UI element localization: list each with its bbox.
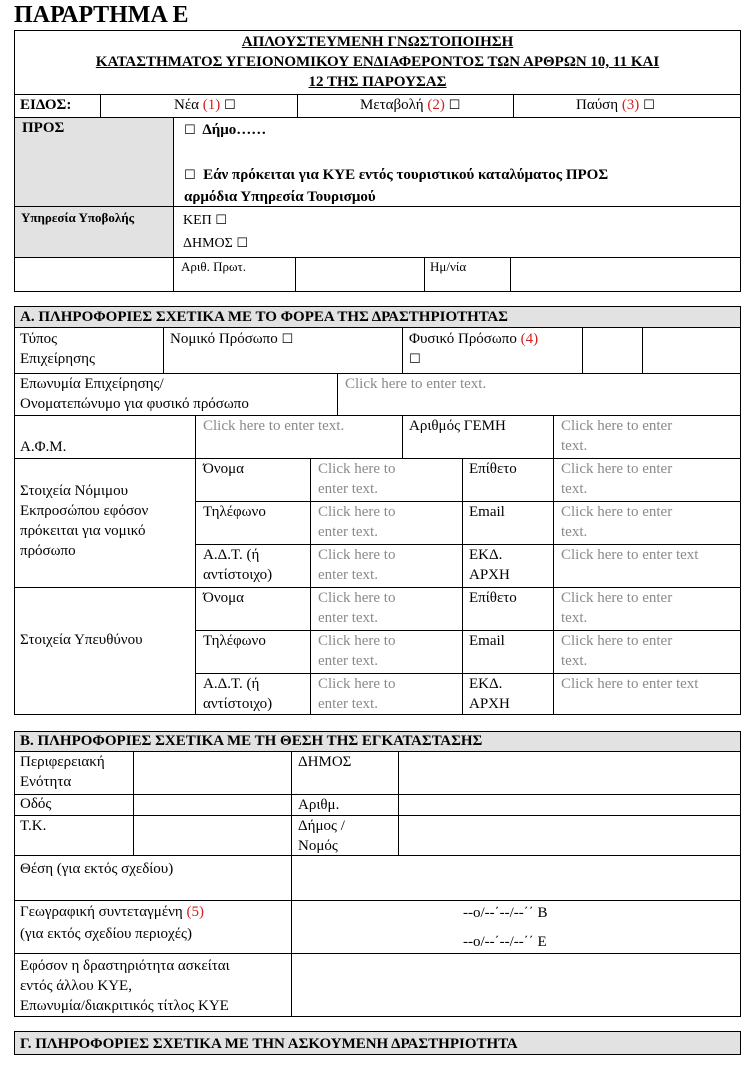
street-label: Οδός — [20, 796, 52, 812]
submission-label: Υπηρεσία Υποβολής — [21, 210, 135, 225]
checkbox-icon[interactable]: ☐ — [236, 236, 248, 251]
rep-issuer-input[interactable]: Click here to enter text — [561, 547, 699, 563]
to-label: ΠΡΟΣ — [22, 120, 65, 136]
resp-email-label: Email — [469, 633, 505, 649]
date-label: Ημ/νία — [430, 259, 467, 274]
position-input[interactable] — [292, 856, 740, 900]
checkbox-icon[interactable]: ☐ — [448, 98, 461, 113]
coordinate-east-input[interactable]: --o/--΄--/--΄΄ Ε — [463, 934, 547, 950]
municipality-input[interactable] — [399, 816, 740, 855]
business-type-label-line2: Επιχείρησης — [20, 351, 95, 367]
gemi-label: Αριθμός ΓΕΜΗ — [409, 418, 506, 434]
rep-id-input[interactable]: Click here to — [318, 547, 396, 563]
form-title-line1: ΑΠΛΟΥΣΤΕΥΜΕΝΗ ΓΝΩΣΤΟΠΟΙΗΣΗ — [241, 34, 514, 50]
region-input[interactable] — [134, 752, 291, 794]
submission-kep-option[interactable]: ΚΕΠ ☐ — [183, 213, 227, 228]
checkbox-icon[interactable]: ☐ — [643, 98, 655, 113]
resp-id-input[interactable]: Click here to — [318, 676, 396, 692]
rep-email-input[interactable]: Click here to enter — [561, 504, 673, 520]
business-name-label-line2: Ονοματεπώνυμο για φυσικό πρόσωπο — [20, 396, 249, 412]
afm-label: Α.Φ.Μ. — [20, 439, 67, 455]
position-label: Θέση (για εκτός σχεδίου) — [20, 861, 174, 877]
protocol-number-label: Αριθ. Πρωτ. — [181, 259, 247, 274]
type-label: ΕΙΔΟΣ: — [20, 97, 72, 113]
postcode-label: Τ.Κ. — [20, 818, 47, 834]
afm-input[interactable]: Click here to enter text. — [203, 418, 345, 434]
resp-issuer-input[interactable]: Click here to enter text — [561, 676, 699, 692]
submission-dimos-option[interactable]: ΔΗΜΟΣ ☐ — [183, 236, 248, 251]
rep-first-name-input[interactable]: Click here to — [318, 461, 396, 477]
type-change-option[interactable]: Μεταβολή (2) ☐ — [360, 97, 461, 113]
legal-rep-label: Στοιχεία Νόμιμου — [20, 483, 129, 499]
checkbox-icon[interactable]: ☐ — [224, 98, 236, 113]
resp-surname-input[interactable]: Click here to enter — [561, 590, 673, 606]
rep-id-label: Α.Δ.Τ. (ή — [203, 547, 260, 563]
type-new-option[interactable]: Νέα (1) ☐ — [174, 97, 236, 113]
rep-first-name-label: Όνομα — [203, 461, 245, 477]
street-number-input[interactable] — [399, 795, 740, 815]
type-pause-option[interactable]: Παύση (3) ☐ — [576, 97, 655, 113]
to-tourism-line2: αρμόδια Υπηρεσία Τουρισμού — [184, 189, 376, 205]
form-title-line2: ΚΑΤΑΣΤΗΜΑΤΟΣ ΥΓΕΙΟΝΟΜΙΚΟΥ ΕΝΔΙΑΦΕΡΟΝΤΟΣ ΤΩΝ ΑΡΘΡΩΝ 10, 11 ΚΑΙ — [95, 54, 660, 70]
resp-surname-label: Επίθετο — [469, 590, 517, 606]
checkbox-icon[interactable]: ☐ — [409, 352, 421, 367]
other-kye-input[interactable] — [292, 954, 740, 1016]
business-name-input[interactable]: Click here to enter text. — [345, 376, 487, 392]
rep-email-label: Email — [469, 504, 505, 520]
other-kye-label: Εφόσον η δραστηριότητα ασκείται — [20, 958, 230, 974]
gemi-input[interactable]: Click here to enter — [561, 418, 673, 434]
street-number-label: Αριθμ. — [298, 797, 340, 813]
dimos-label: ΔΗΜΟΣ — [298, 754, 352, 770]
natural-person-option[interactable]: Φυσικό Πρόσωπο (4) — [409, 331, 539, 347]
geo-coordinate-label: Γεωγραφική συντεταγμένη (5) — [20, 904, 205, 920]
legal-person-option[interactable]: Νομικό Πρόσωπο ☐ — [170, 331, 294, 347]
business-name-label: Επωνυμία Επιχείρησης/ — [20, 376, 164, 392]
dimos-input[interactable] — [399, 752, 740, 794]
resp-issuer-label: ΕΚΔ. — [469, 676, 503, 692]
checkbox-icon[interactable]: ☐ — [281, 332, 294, 347]
annex-title: ΠΑΡΑΡΤΗΜΑ Ε — [14, 2, 189, 28]
to-municipality-option[interactable]: ☐ Δήμο…… — [184, 122, 267, 138]
resp-id-label: Α.Δ.Τ. (ή — [203, 676, 260, 692]
rep-surname-input[interactable]: Click here to enter — [561, 461, 673, 477]
resp-phone-input[interactable]: Click here to — [318, 633, 396, 649]
rep-phone-label: Τηλέφωνο — [203, 504, 266, 520]
municipality-label: Δήμος / — [298, 818, 345, 834]
postcode-input[interactable] — [134, 816, 291, 855]
checkbox-icon[interactable]: ☐ — [184, 168, 196, 183]
region-label: Περιφερειακή — [20, 754, 105, 770]
to-tourism-option[interactable]: ☐ Εάν πρόκειται για ΚΥΕ εντός τουριστικού καταλύματος ΠΡΟΣ — [184, 167, 609, 183]
resp-first-name-label: Όνομα — [203, 590, 245, 606]
resp-phone-label: Τηλέφωνο — [203, 633, 266, 649]
section-a-title: Α. ΠΛΗΡΟΦΟΡΙΕΣ ΣΧΕΤΙΚΑ ΜΕ ΤΟ ΦΟΡΕΑ ΤΗΣ ΔΡΑΣΤΗΡΙΟΤΗΤΑΣ — [20, 309, 508, 325]
business-type-label: Τύπος — [20, 331, 58, 347]
section-b-title: Β. ΠΛΗΡΟΦΟΡΙΕΣ ΣΧΕΤΙΚΑ ΜΕ ΤΗ ΘΕΣΗ ΤΗΣ ΕΓΚΑΤΑΣΤΑΣΗΣ — [20, 733, 483, 749]
resp-email-input[interactable]: Click here to enter — [561, 633, 673, 649]
rep-surname-label: Επίθετο — [469, 461, 517, 477]
resp-first-name-input[interactable]: Click here to — [318, 590, 396, 606]
street-input[interactable] — [134, 795, 291, 815]
rep-issuer-label: ΕΚΔ. — [469, 547, 503, 563]
coordinate-north-input[interactable]: --o/--΄--/--΄΄ Β — [463, 905, 548, 921]
form-title-line3: 12 ΤΗΣ ΠΑΡΟΥΣΑΣ — [308, 74, 447, 90]
responsible-label: Στοιχεία Υπευθύνου — [20, 632, 143, 648]
checkbox-icon[interactable]: ☐ — [184, 123, 196, 138]
checkbox-icon[interactable]: ☐ — [215, 213, 227, 228]
rep-phone-input[interactable]: Click here to — [318, 504, 396, 520]
section-c-title: Γ. ΠΛΗΡΟΦΟΡΙΕΣ ΣΧΕΤΙΚΑ ΜΕ ΤΗΝ ΑΣΚΟΥΜΕΝΗ ΔΡΑΣΤΗΡΙΟΤΗΤΑ — [20, 1036, 518, 1052]
